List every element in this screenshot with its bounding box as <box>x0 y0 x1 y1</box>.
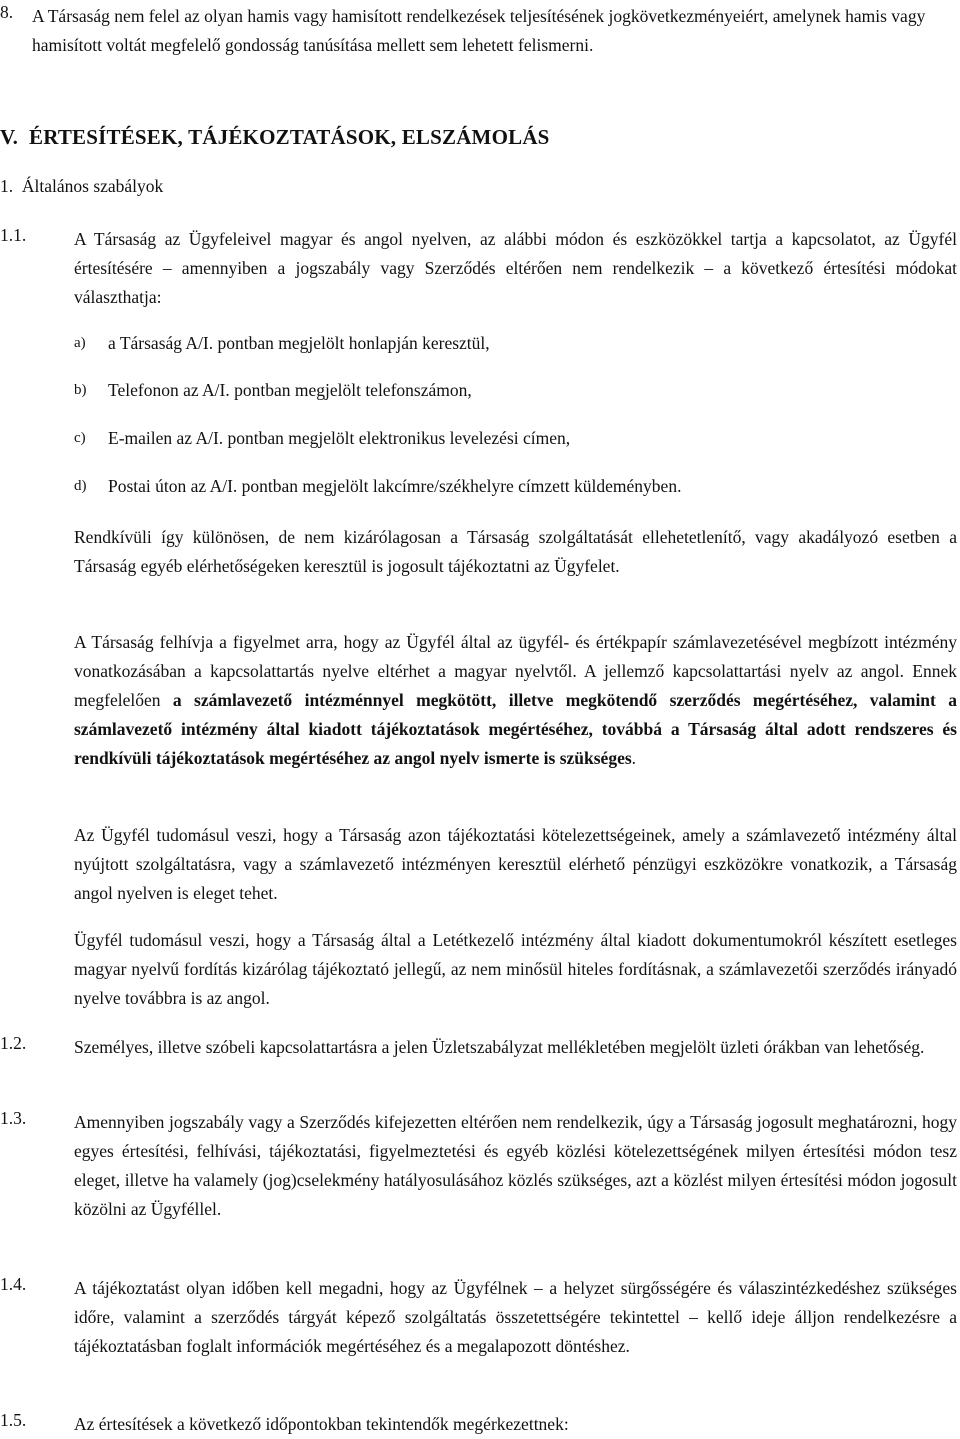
list-item-label: d) <box>74 478 87 494</box>
item-number: 8. <box>0 2 14 22</box>
list-item-label: a) <box>74 335 86 351</box>
paragraph-number: 1.3. <box>0 1108 27 1128</box>
item-8-text: A Társaság nem felel az olyan hamis vagy hamisított rendelkezések teljesítésének jogkövetkezményeiért, amelynek hamis vagy hamisított voltát megfelelő gondosság tanúsítása mellett sem lehetett felismerni. <box>32 6 926 55</box>
list-item-text: a Társaság A/I. pontban megjelölt honlapján keresztül, <box>108 333 490 353</box>
paragraph-number: 1.4. <box>0 1274 27 1294</box>
paragraph-text <box>74 628 957 773</box>
paragraph-text: Az Ügyfél tudomásul veszi, hogy a Társaság azon tájékoztatási kötelezettségeinek, amely a számlavezető intézmény által nyújtott szolgáltatásra, vagy a számlavezető intézményen keresztül elérhető pénzügyi eszközökre vonatkozik, a Társaság angol nyelven is eleget tehet. <box>74 825 957 903</box>
list-item-label: b) <box>74 382 87 398</box>
list-item-text: Telefonon az A/I. pontban megjelölt telefonszámon, <box>108 380 472 400</box>
paragraph-number: 1.5. <box>0 1410 27 1430</box>
subheading: 1. Általános szabályok <box>0 176 164 196</box>
list-item-label: c) <box>74 430 86 446</box>
paragraph-text: A tájékoztatást olyan időben kell megadni, hogy az Ügyfélnek – a helyzet sürgősségére és válaszintézkedéshez szükséges időre, valamint a szerződés tárgyát képező szolgáltatás összetettségére tekintettel – kellő ideje álljon rendelkezésre a tájékoztatásban foglalt információk megértéséhez és a megalapozott döntéshez. <box>74 1278 957 1356</box>
list-item-text: E-mailen az A/I. pontban megjelölt elektronikus levelezési címen, <box>108 428 571 448</box>
paragraph-text: Rendkívüli így különösen, de nem kizárólagosan a Társaság szolgáltatását ellehetetlenítő, vagy akadályozó esetben a Társaság egyéb elérhetőségeken keresztül is jogosult tájékoztatni az Ügyfelet. <box>74 527 957 576</box>
paragraph-text: Amennyiben jogszabály vagy a Szerződés kifejezetten eltérően nem rendelkezik, úgy a Társaság jogosult meghatározni, hogy egyes értesítési, felhívási, tájékoztatási, figyelmeztetési és egyéb közlési kötelezettségének milyen értesítési módon tesz eleget, illetve ha valamely (jog)cselekmény hatályosulásához közlés szükséges, azt a közlést milyen értesítési módon jogosult közölni az Ügyféllel. <box>74 1112 957 1219</box>
paragraph-text: Az értesítések a következő időpontokban tekintendők megérkezettnek: <box>74 1414 569 1434</box>
paragraph-text: A Társaság az Ügyfeleivel magyar és angol nyelven, az alábbi módon és eszközökkel tartja a kapcsolatot, az Ügyfél értesítésére – amennyiben a jogszabály vagy Szerződés eltérően nem rendelkezik – a következő értesítési módokat választhatja: <box>74 229 957 307</box>
section-heading: V. ÉRTESÍTÉSEK, TÁJÉKOZTATÁSOK, ELSZÁMOLÁS <box>0 125 550 149</box>
text-normal: A Társaság felhívja a figyelmet arra, hogy az Ügyfél által az ügyfél- és értékpapír számlavezetésével megbízott intézmény vonatkozásában a kapcsolattartás nyelve eltérhet a magyar nyelvtől. A jellemző kapcsolattartási nyelv az angol. Ennek megfelelően <box>74 632 957 710</box>
paragraph-text: Személyes, illetve szóbeli kapcsolattartásra a jelen Üzletszabályzat mellékletében megjelölt üzleti órákban van lehetőség. <box>74 1037 925 1057</box>
paragraph-text: Ügyfél tudomásul veszi, hogy a Társaság által a Letétkezelő intézmény által kiadott dokumentumokról készített esetleges magyar nyelvű fordítás kizárólag tájékoztató jellegű, az nem minősül hiteles fordításnak, a számlavezetői szerződés irányadó nyelve továbbra is az angol. <box>74 930 957 1008</box>
text-bold: a számlavezető intézménnyel megkötött, illetve megkötendő szerződés megértéséhez, valamint a számlavezető intézmény által kiadott tájékoztatások megértéséhez, továbbá a Társaság által adott rendszeres és rendkívüli tájékoztatások megértéséhez az angol nyelv ismerte is szükséges <box>74 690 958 768</box>
paragraph-number: 1.1. <box>0 225 27 245</box>
paragraph-number: 1.2. <box>0 1033 27 1053</box>
text-end: . <box>631 748 637 768</box>
list-item-text: Postai úton az A/I. pontban megjelölt lakcímre/székhelyre címzett küldeményben. <box>108 476 682 496</box>
